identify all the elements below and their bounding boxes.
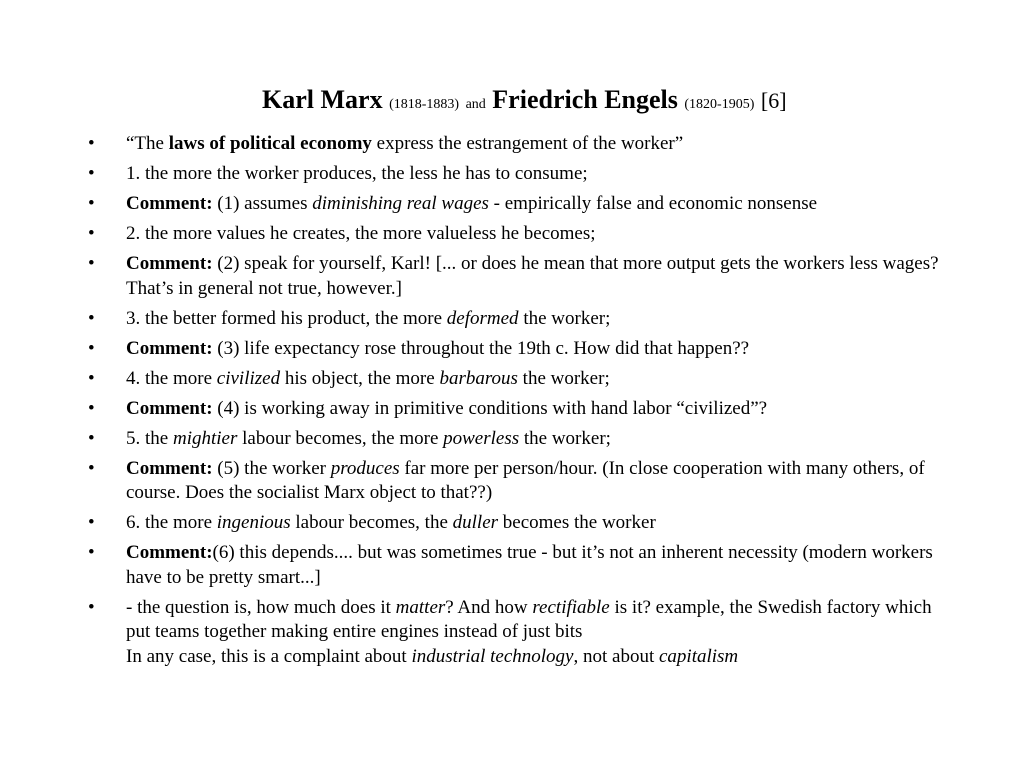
bullet-item — [88, 252, 948, 301]
bullet-item — [88, 596, 948, 670]
bullet-item — [88, 541, 948, 590]
bullet-text-segment: labour becomes, the — [290, 512, 453, 533]
bullet-text-segment: rectifiable — [532, 596, 610, 618]
bullet-symbol: • — [88, 163, 95, 184]
bullet-item — [88, 307, 948, 332]
bullet-text-segment: ? And how — [445, 596, 533, 618]
slide-title — [0, 82, 1024, 123]
bullet-item — [88, 511, 948, 536]
bullet-text-segment: laws of political economy — [168, 133, 372, 154]
bullet-list — [88, 132, 948, 675]
bullet-text-segment: Comment: — [126, 337, 213, 359]
bullet-text-segment: produces — [330, 457, 400, 479]
bullet-symbol: • — [88, 337, 95, 359]
bullet-text-segment: 4. the more — [126, 367, 217, 389]
bullet-symbol: • — [88, 367, 95, 389]
bullet-text-segment: labour becomes, the more — [237, 427, 444, 449]
title-reference: [6] — [760, 88, 787, 113]
bullet-text-segment: matter — [395, 596, 446, 618]
bullet-item — [88, 162, 948, 187]
bullet-text-segment: is it? example, the Swedish factory which put teams together making entire engines instead of just bits — [126, 596, 932, 642]
bullet-text-segment: Comment: — [126, 193, 213, 214]
bullet-item — [88, 367, 948, 392]
bullet-text-segment: 5. the — [126, 427, 173, 449]
bullet-text-segment: (5) the worker — [212, 457, 331, 479]
bullet-symbol: • — [88, 133, 95, 154]
bullet-item — [88, 427, 948, 452]
bullet-text-segment: (1) assumes — [212, 193, 313, 214]
bullet-symbol: • — [88, 397, 95, 419]
bullet-text-segment: the worker; — [519, 427, 611, 449]
bullet-item — [88, 132, 948, 157]
bullet-symbol: • — [88, 457, 95, 479]
bullet-text-segment: his object, the more — [280, 367, 440, 389]
bullet-text-segment: 3. the better formed his product, the more — [126, 307, 447, 329]
bullet-text-segment: 2. the more values he creates, the more valueless he becomes; — [126, 223, 596, 244]
title-dates-marx: (1818-1883) — [389, 97, 460, 112]
bullet-symbol: • — [88, 596, 95, 618]
bullet-text-segment: (3) life expectancy rose throughout the 19th c. How did that happen?? — [212, 337, 750, 359]
bullet-text-segment: 1. the more the worker produces, the less he has to consume; — [126, 163, 588, 184]
bullet-text-segment: (4) is working away in primitive conditions with hand labor “civilized”? — [212, 397, 768, 419]
bullet-text-segment: the worker; — [517, 367, 610, 389]
bullet-text-segment: barbarous — [439, 367, 518, 389]
bullet-symbol: • — [88, 193, 95, 214]
bullet-symbol: • — [88, 427, 95, 449]
title-dates-engels: (1820-1905) — [684, 97, 755, 112]
bullet-text-segment: - empirically false and economic nonsense — [488, 193, 818, 214]
bullet-text-segment: Comment: — [126, 542, 213, 563]
bullet-text-segment: duller — [452, 512, 499, 533]
bullet-item — [88, 192, 948, 217]
bullet-text-segment: deformed — [446, 307, 519, 329]
bullet-item — [88, 222, 948, 247]
bullet-text-segment: 6. the more — [126, 512, 217, 533]
bullet-text-segment: ingenious — [216, 512, 291, 533]
bullet-text-segment: (6) this depends.... but was sometimes true - but it’s not an inherent necessity (modern workers have to be pretty smart...] — [126, 542, 933, 588]
bullet-text-segment: - the question is, how much does it — [126, 596, 396, 618]
title-name-marx: Karl Marx — [262, 85, 383, 114]
bullet-text-segment: industrial technology — [411, 645, 574, 667]
bullet-text-segment: Comment: — [126, 397, 213, 419]
bullet-text-segment: the worker; — [518, 307, 611, 329]
bullet-text-segment: diminishing real wages — [312, 193, 489, 214]
bullet-text-segment: “The — [126, 133, 169, 154]
bullet-text-segment: becomes the worker — [498, 512, 656, 533]
bullet-text-segment: capitalism — [658, 645, 739, 667]
bullet-text-segment: In any case, this is a complaint about — [126, 645, 412, 667]
title-and: and — [465, 97, 486, 112]
bullet-text-segment: express the estrangement of the worker” — [371, 133, 684, 154]
bullet-text-segment: civilized — [216, 367, 281, 389]
bullet-symbol: • — [88, 253, 95, 274]
bullet-text-segment: (2) speak for yourself, Karl! [... or does he mean that more output gets the workers less wages? That’s in general not true, however.] — [126, 253, 939, 299]
bullet-item — [88, 457, 948, 506]
bullet-item — [88, 337, 948, 362]
bullet-symbol: • — [88, 512, 95, 533]
bullet-text-segment: , not about — [573, 645, 659, 667]
bullet-text-segment: Comment: — [126, 457, 213, 479]
title-name-engels: Friedrich Engels — [492, 85, 678, 114]
bullet-text-segment: Comment: — [126, 253, 213, 274]
bullet-item — [88, 397, 948, 422]
bullet-text-segment: mightier — [172, 427, 238, 449]
bullet-symbol: • — [88, 223, 95, 244]
bullet-text-segment: far more per person/hour. (In close cooperation with many others, of course. Does the socialist Marx object to that??) — [126, 457, 925, 503]
bullet-text-segment: powerless — [443, 427, 520, 449]
bullet-symbol: • — [88, 542, 95, 563]
bullet-symbol: • — [88, 307, 95, 329]
